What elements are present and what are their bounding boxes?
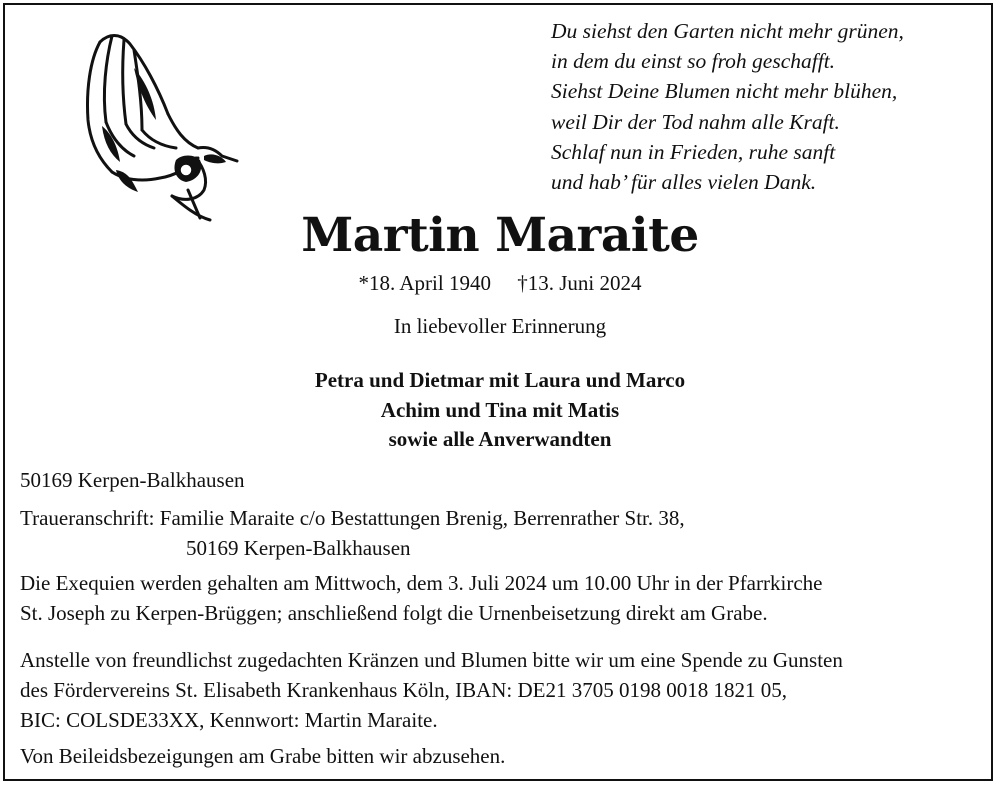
mourners-list [0,366,1000,455]
mourner-line: Achim und Tina mit Matis [380,397,620,422]
paragraph-line: des Fördervereins St. Elisabeth Krankenhaus Köln, IBAN: DE21 3705 0198 0018 1821 05, [20,678,787,702]
address-line: 50169 Kerpen-Balkhausen [186,536,411,560]
paragraph-line: Die Exequien werden gehalten am Mittwoch, dem 3. Juli 2024 um 10.00 Uhr in der Pfarrkirche [20,571,823,595]
paragraph-line: BIC: COLSDE33XX, Kennwort: Martin Maraite. [20,708,438,732]
paragraph-line: Anstelle von freundlichst zugedachten Kränzen und Blumen bitte wir um eine Spende zu Gunsten [20,648,843,672]
donation-paragraph [20,645,985,735]
birth-date: *18. April 1940 [358,271,491,295]
paragraph-line: St. Joseph zu Kerpen-Brüggen; anschließend folgt die Urnenbeisetzung direkt am Grabe. [20,601,768,625]
address-label: Traueranschrift: [20,506,155,530]
memory-line: In liebevoller Erinnerung [393,314,607,338]
memorial-poem [551,16,981,197]
poem-line: und hab’ für alles vielen Dank. [551,170,817,195]
poem-line: in dem du einst so froh geschafft. [551,49,836,74]
exequien-paragraph [20,568,985,628]
poem-line: Schlaf nun in Frieden, ruhe sanft [551,139,836,164]
location-line: 50169 Kerpen-Balkhausen [20,468,245,492]
mourning-address [20,503,985,563]
life-dates [0,271,1000,296]
deceased-name: Martin Maraite [301,208,699,263]
praying-hands-icon [72,30,242,225]
mourner-line: sowie alle Anverwandten [388,427,612,451]
poem-line: Siehst Deine Blumen nicht mehr blühen, [551,79,898,104]
poem-line: Du siehst den Garten nicht mehr grünen, [551,19,904,43]
death-date: †13. Juni 2024 [517,271,642,295]
address-line: Familie Maraite c/o Bestattungen Brenig, Berrenrather Str. 38, [159,506,685,530]
mourner-line: Petra und Dietmar mit Laura und Marco [314,368,686,392]
poem-line: weil Dir der Tod nahm alle Kraft. [551,109,840,134]
closing-line: Von Beileidsbezeigungen am Grabe bitten wir abzusehen. [20,744,506,768]
